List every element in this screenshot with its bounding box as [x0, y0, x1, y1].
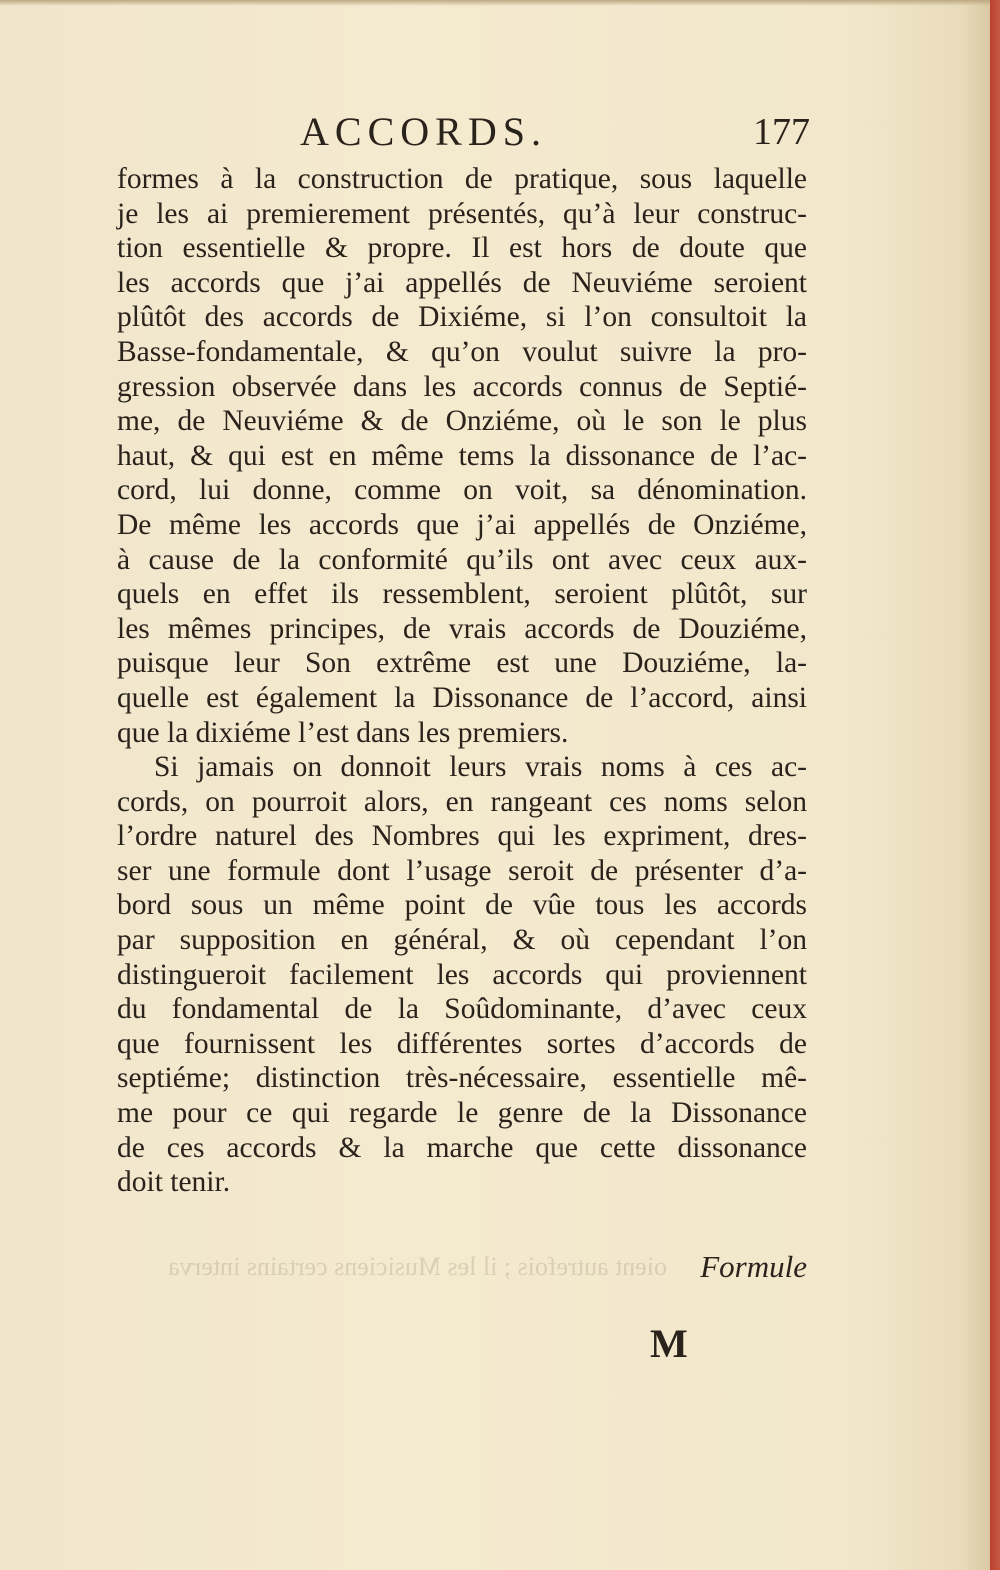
red-page-edge	[990, 0, 1000, 1570]
text-line-paragraph-end: doit tenir.	[117, 1166, 231, 1199]
text-line: de ces accords & la marche que cette dissonance	[117, 1131, 807, 1164]
text-line: par supposition en général, & où cependant l’on	[117, 924, 807, 957]
text-line: puisque leur Son extrême est une Douziéme, la-	[117, 647, 807, 680]
text-line: distingueroit facilement les accords qui proviennent	[117, 958, 807, 991]
text-line: haut, & qui est en même tems la dissonance de l’ac-	[117, 439, 807, 472]
text-line: bord sous un même point de vûe tous les accords	[117, 889, 807, 922]
text-line: tion essentielle & propre. Il est hors de doute que	[117, 232, 807, 265]
text-line: je les ai premierement présentés, qu’à leur construc-	[117, 197, 807, 230]
text-line: l’ordre naturel des Nombres qui les expriment, dres-	[117, 820, 807, 853]
text-line-paragraph-start: Si jamais on donnoit leurs vrais noms à ces ac-	[154, 751, 807, 784]
catchword-line	[117, 1247, 807, 1287]
text-line: Basse-fondamentale, & qu’on voulut suivre la pro-	[117, 335, 807, 368]
text-line: cords, on pourroit alors, en rangeant ces noms selon	[117, 785, 807, 818]
show-through-text: oient autrefois ; il les Musiciens certains interva	[168, 1252, 667, 1281]
text-line: septiéme; distinction très-nécessaire, essentielle mê-	[117, 1062, 807, 1095]
text-line: gression observée dans les accords connus de Septié-	[117, 370, 807, 403]
text-line: les mêmes principes, de vrais accords de Douziéme,	[117, 612, 807, 645]
text-line: plûtôt des accords de Dixiéme, si l’on consultoit la	[117, 301, 807, 334]
page-top-shadow	[0, 0, 1000, 6]
page-number: 177	[753, 111, 810, 153]
text-line: formes à la construction de pratique, sous laquelle	[117, 163, 807, 195]
text-line: du fondamental de la Soûdominante, d’avec ceux	[117, 993, 807, 1026]
body-text	[117, 162, 807, 1200]
text-line: cord, lui donne, comme on voit, sa dénomination.	[117, 474, 807, 507]
text-line-paragraph-end: que la dixiéme l’est dans les premiers.	[117, 716, 569, 749]
text-line: que fournissent les différentes sortes d’accords de	[117, 1027, 807, 1060]
text-line: à cause de la conformité qu’ils ont avec ceux aux-	[117, 543, 807, 576]
text-line: me pour ce qui regarde le genre de la Dissonance	[117, 1097, 807, 1130]
running-title: ACCORDS.	[300, 109, 547, 154]
text-line: De même les accords que j’ai appellés de Onziéme,	[117, 508, 807, 541]
text-line: me, de Neuviéme & de Onziéme, où le son le plus	[117, 405, 807, 438]
catchword: Formule	[700, 1249, 807, 1284]
text-line: ser une formule dont l’usage seroit de présenter d’a-	[117, 854, 807, 887]
text-line: les accords que j’ai appellés de Neuviéme seroient	[117, 266, 807, 299]
text-line: quelle est également la Dissonance de l’accord, ainsi	[117, 681, 807, 714]
page-header	[300, 108, 810, 156]
text-line: quels en effet ils ressemblent, seroient plûtôt, sur	[117, 578, 807, 611]
signature-mark: M	[650, 1321, 688, 1366]
